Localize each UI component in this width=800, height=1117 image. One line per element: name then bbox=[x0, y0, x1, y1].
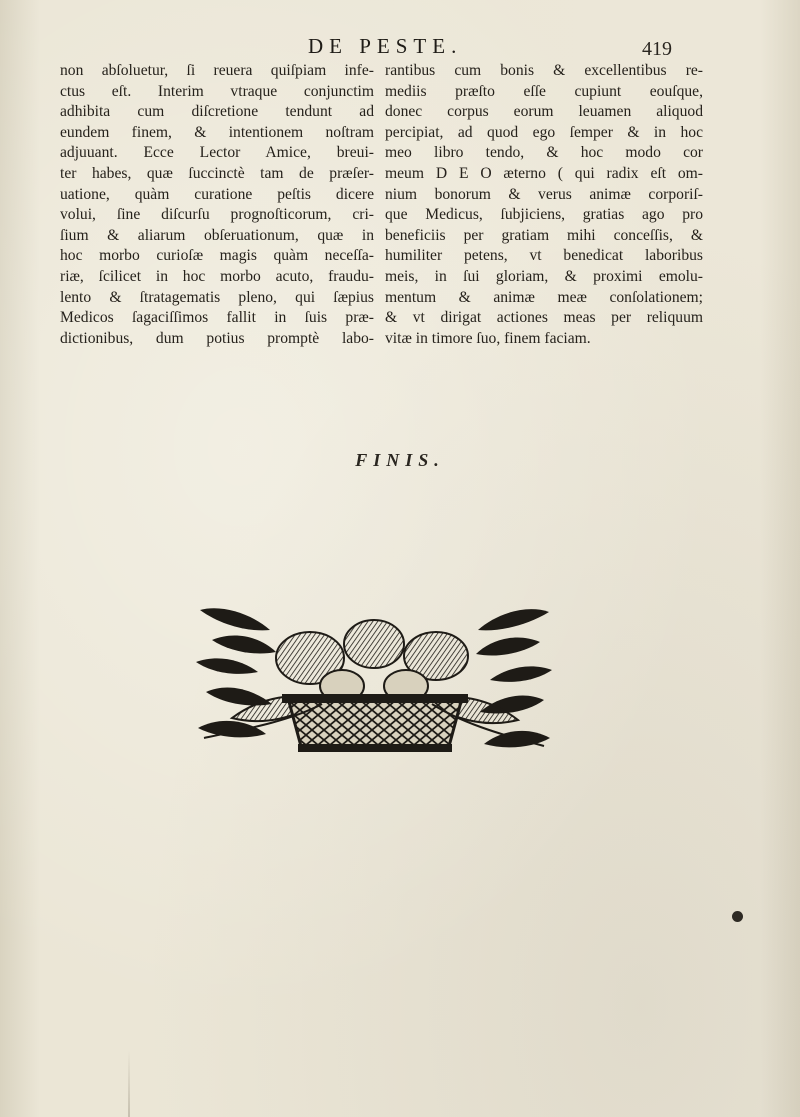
text-line: adjuuant. Ecce Lector Amice, breui- bbox=[60, 144, 374, 162]
text-line: ctus eſt. Interim vtraque conjunctim bbox=[60, 82, 374, 100]
text-line: riæ, ſcilicet in hoc morbo acuto, fraudu- bbox=[60, 267, 374, 285]
text-line: adhibita cum diſcretione tendunt ad bbox=[60, 103, 374, 121]
text-line: mentum & animæ meæ conſolationem; bbox=[385, 288, 703, 306]
text-line: meum D E O æterno ( qui radix eſt om- bbox=[385, 164, 703, 182]
left-text-column bbox=[60, 61, 374, 349]
text-line: & vt dirigat actiones meas per reliquum bbox=[385, 309, 703, 327]
text-line: meis, in ſui gloriam, & proximi emolu- bbox=[385, 267, 703, 285]
page-number: 419 bbox=[642, 38, 672, 60]
text-line: beneficiis per gratiam mihi conceſſis, & bbox=[385, 226, 703, 244]
text-line: volui, ſine diſcurſu prognoſticorum, cri- bbox=[60, 206, 374, 224]
basket-of-fruit-woodcut-icon bbox=[192, 600, 557, 760]
text-line: non abſoluetur, ſi reuera quiſpiam infe- bbox=[60, 62, 374, 79]
text-line: eundem finem, & intentionem noſtram bbox=[60, 123, 374, 141]
text-line: dictionibus, dum potius promptè labo- bbox=[60, 329, 374, 347]
text-line: vitæ in timore ſuo, finem faciam. bbox=[385, 329, 591, 347]
running-head bbox=[0, 32, 800, 62]
ink-spot bbox=[732, 911, 743, 922]
running-title: DE PESTE. bbox=[308, 34, 463, 58]
text-line: lento & ſtratagematis pleno, qui ſæpius bbox=[60, 288, 374, 306]
text-line: Medicos ſagaciſſimos fallit in ſuis præ- bbox=[60, 309, 374, 327]
finis-label: FINIS. bbox=[355, 450, 445, 470]
text-line: nium bonorum & verus animæ corporiſ- bbox=[385, 185, 703, 203]
paper-crease bbox=[128, 1050, 130, 1117]
text-line: ter habes, quæ ſuccinctè tam de præſer- bbox=[60, 164, 374, 182]
text-line: meo libro tendo, & hoc modo cor bbox=[385, 144, 703, 162]
text-line: rantibus cum bonis & excellentibus re- bbox=[385, 62, 703, 79]
text-line: uatione, quàm curatione peſtis dicere bbox=[60, 185, 374, 203]
text-line: que Medicus, ſubjiciens, gratias ago pro bbox=[385, 206, 703, 224]
right-text-column bbox=[385, 61, 703, 349]
text-line: mediis præſto eſſe cupiunt eouſque, bbox=[385, 82, 703, 100]
text-line: ſium & aliarum obſeruationum, quæ in bbox=[60, 226, 374, 244]
text-line: humiliter petens, vt benedicat laboribus bbox=[385, 247, 703, 265]
text-line: donec corpus eorum leuamen aliquod bbox=[385, 103, 703, 121]
text-line: hoc morbo curioſæ magis quàm neceſſa- bbox=[60, 247, 374, 265]
text-line: percipiat, ad quod ego ſemper & in hoc bbox=[385, 123, 703, 141]
